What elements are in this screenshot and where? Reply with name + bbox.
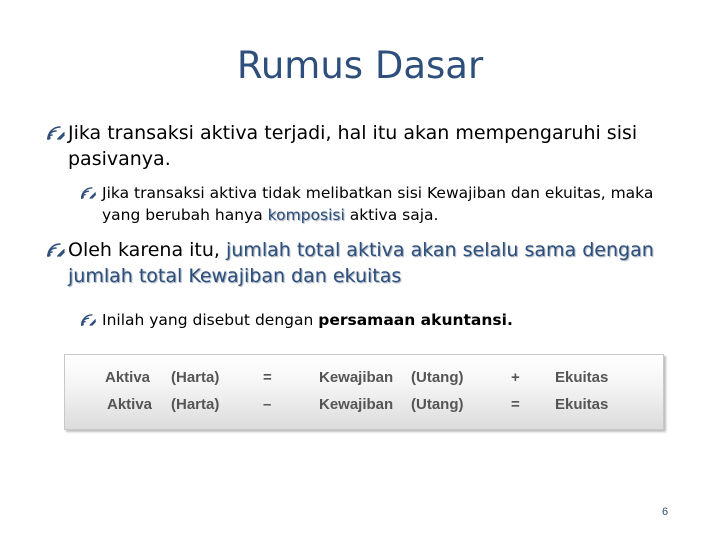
bullet-1a [80,182,690,226]
eq1-kewajiban: Kewajiban [319,369,394,386]
eq1-ekuitas: Ekuitas [555,369,609,386]
eq1-utang: (Utang) [411,369,464,386]
eq2-kewajiban: Kewajiban [319,396,394,413]
wifi-signal-bullet-icon [80,186,97,200]
eq2-harta: (Harta) [171,396,220,413]
komposisi-highlight: komposisi [267,206,345,224]
equation-row-1 [65,369,663,393]
eq2-op2: = [511,396,520,413]
bullet-1-line-2: pasivanya. [68,148,171,170]
bullet-1-line-1: Jika transaksi aktiva terjadi, hal itu akan mempengaruhi sisi [68,122,638,144]
wifi-signal-bullet-icon [80,313,97,327]
eq1-harta: (Harta) [171,369,220,386]
bullet-2-highlight-line-2: jumlah total Kewajiban dan ekuitas [68,265,402,287]
eq1-aktiva: Aktiva [105,369,151,386]
page-number: 6 [662,506,669,518]
wifi-signal-bullet-icon [46,242,66,258]
eq1-op1: = [263,369,272,386]
accounting-equation-table [64,354,664,430]
bullet-1 [46,120,686,172]
bullet-1a-line-2-post: aktiva saja. [344,206,439,224]
bullet-2-highlight-line-1: jumlah total aktiva akan selalu sama dengan [225,239,654,261]
slide-title: Rumus Dasar [236,44,484,87]
persamaan-akuntansi: persamaan akuntansi [318,311,507,329]
bullet-2a [80,309,690,331]
eq2-utang: (Utang) [411,396,464,413]
bullet-2 [46,237,686,289]
bullet-2-pre: Oleh karena itu, [68,239,226,261]
eq2-op1: – [263,396,272,413]
eq2-ekuitas: Ekuitas [555,396,609,413]
wifi-signal-bullet-icon [46,125,66,141]
eq1-op2: + [511,369,520,386]
bullet-2a-dot: . [506,311,513,329]
eq2-aktiva: Aktiva [107,396,153,413]
bullet-1a-line-2-pre: yang berubah hanya [102,206,268,224]
equation-row-2 [65,396,663,420]
bullet-2a-pre: Inilah yang disebut dengan [102,311,319,329]
bullet-1a-line-1: Jika transaksi aktiva tidak melibatkan sisi Kewajiban dan ekuitas, maka [102,184,654,202]
